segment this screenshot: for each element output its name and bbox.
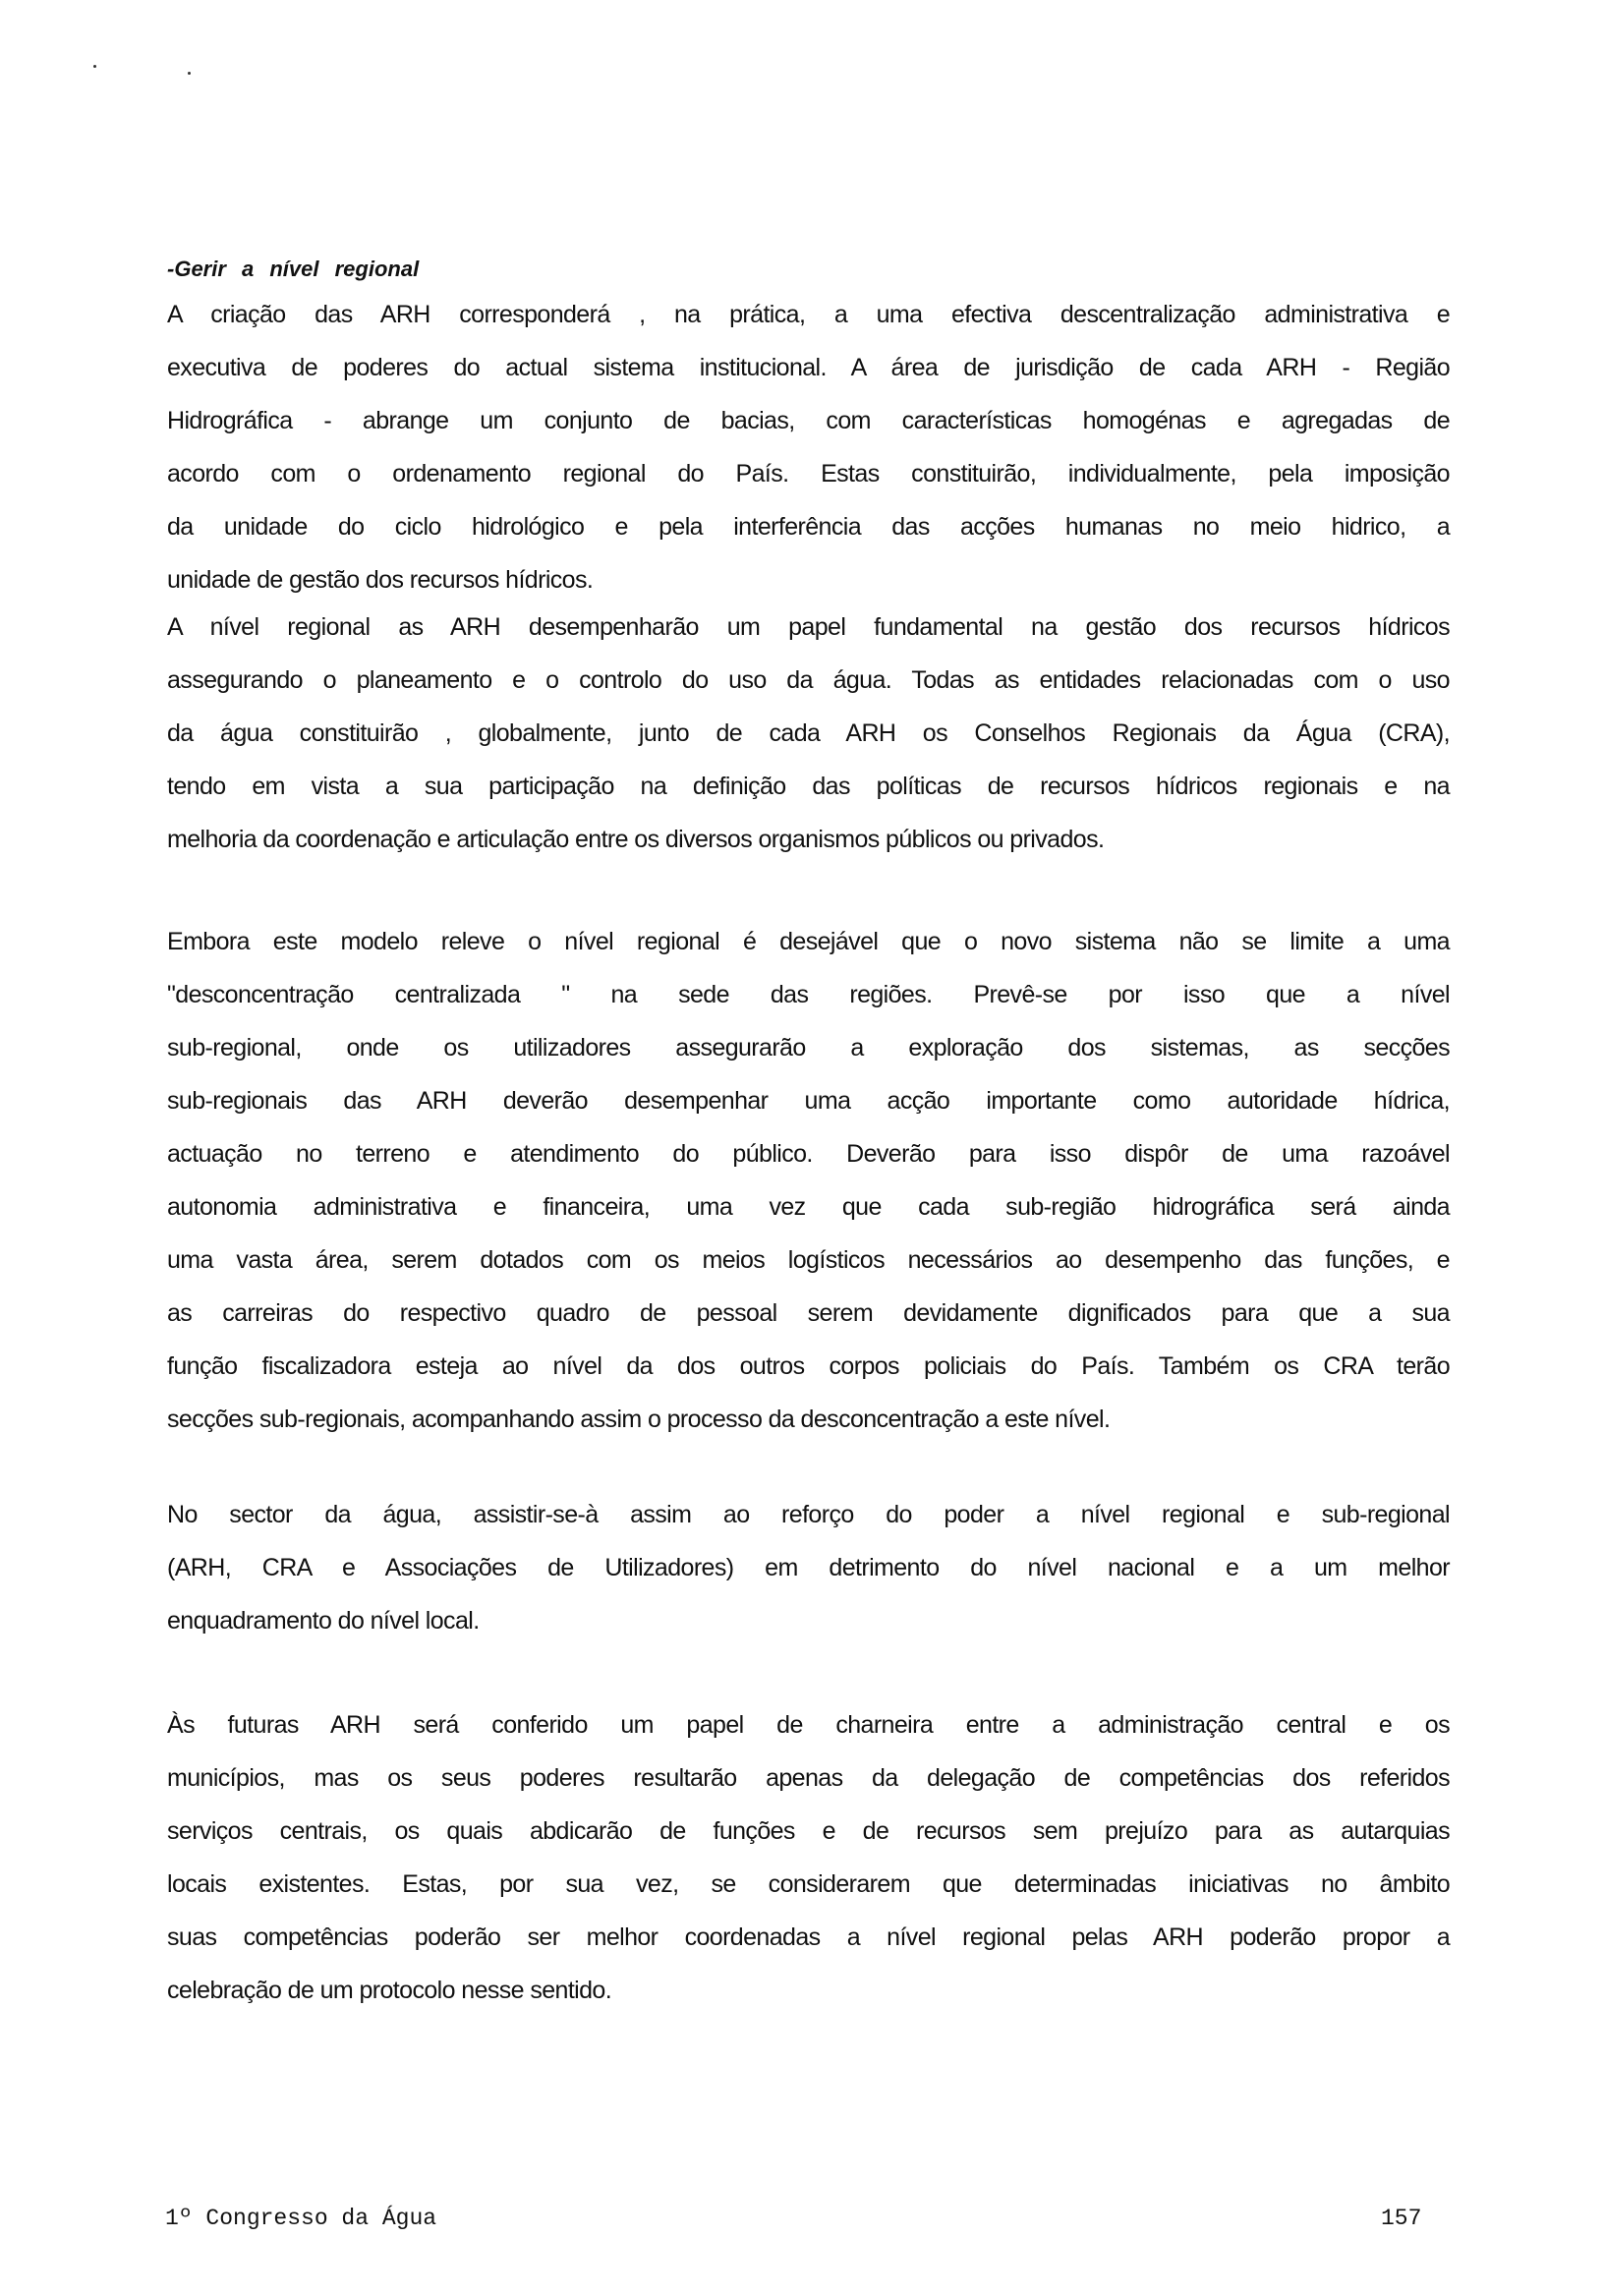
text-line: tendo em vista a sua participação na definição das políticas de recursos hídricos regionais e na bbox=[167, 773, 1450, 800]
text-line: função fiscalizadora esteja ao nível da dos outros corpos policiais do País. Também os CRA terão bbox=[167, 1352, 1450, 1380]
text-line: sub-regionais das ARH deverão desempenhar uma acção importante como autoridade hídrica, bbox=[167, 1087, 1450, 1115]
text-line: da água constituirão , globalmente, junto de cada ARH os Conselhos Regionais da Água (CRA), bbox=[167, 719, 1450, 747]
text-line: serviços centrais, os quais abdicarão de funções e de recursos sem prejuízo para as autarquias bbox=[167, 1817, 1450, 1845]
text-line: municípios, mas os seus poderes resultarão apenas da delegação de competências dos referidos bbox=[167, 1764, 1450, 1792]
footer-publication: 1º Congresso da Água bbox=[165, 2206, 437, 2231]
text-line: assegurando o planeamento e o controlo do uso da água. Todas as entidades relacionadas com o uso bbox=[167, 666, 1450, 694]
text-line: locais existentes. Estas, por sua vez, se considerarem que determinadas iniciativas no âmbito bbox=[167, 1870, 1450, 1898]
text-line: No sector da água, assistir-se-à assim ao reforço do poder a nível regional e sub-regional bbox=[167, 1501, 1450, 1528]
text-line: sub-regional, onde os utilizadores assegurarão a exploração dos sistemas, as secções bbox=[167, 1034, 1450, 1062]
text-line: uma vasta área, serem dotados com os meios logísticos necessários ao desempenho das funções, e bbox=[167, 1246, 1450, 1274]
text-line: A nível regional as ARH desempenharão um papel fundamental na gestão dos recursos hídricos bbox=[167, 613, 1450, 641]
scan-speck bbox=[93, 65, 96, 68]
section-heading: -Gerir a nível regional bbox=[167, 257, 420, 281]
text-line: (ARH, CRA e Associações de Utilizadores) em detrimento do nível nacional e a um melhor bbox=[167, 1554, 1450, 1581]
text-line: celebração de um protocolo nesse sentido. bbox=[167, 1977, 612, 2004]
text-line: unidade de gestão dos recursos hídricos. bbox=[167, 566, 594, 594]
scan-speck bbox=[188, 72, 191, 75]
text-line: suas competências poderão ser melhor coordenadas a nível regional pelas ARH poderão propor a bbox=[167, 1923, 1450, 1951]
text-line: "desconcentração centralizada " na sede das regiões. Prevê-se por isso que a nível bbox=[167, 981, 1450, 1008]
text-line: enquadramento do nível local. bbox=[167, 1607, 480, 1635]
text-line: da unidade do ciclo hidrológico e pela interferência das acções humanas no meio hidrico, a bbox=[167, 513, 1450, 541]
text-line: autonomia administrativa e financeira, uma vez que cada sub-região hidrográfica será ainda bbox=[167, 1193, 1450, 1221]
text-line: Às futuras ARH será conferido um papel de charneira entre a administração central e os bbox=[167, 1711, 1450, 1739]
text-line: actuação no terreno e atendimento do público. Deverão para isso dispôr de uma razoável bbox=[167, 1140, 1450, 1168]
page-number: 157 bbox=[1381, 2206, 1422, 2231]
text-line: as carreiras do respectivo quadro de pessoal serem devidamente dignificados para que a sua bbox=[167, 1299, 1450, 1327]
text-line: melhoria da coordenação e articulação entre os diversos organismos públicos ou privados. bbox=[167, 826, 1105, 853]
text-line: secções sub-regionais, acompanhando assim o processo da desconcentração a este nível. bbox=[167, 1406, 1111, 1433]
text-line: Hidrográfica - abrange um conjunto de bacias, com características homogénas e agregadas de bbox=[167, 407, 1450, 434]
text-line: executiva de poderes do actual sistema institucional. A área de jurisdição de cada ARH - Região bbox=[167, 354, 1450, 381]
text-line: A criação das ARH corresponderá , na prática, a uma efectiva descentralização administrativa e bbox=[167, 301, 1450, 328]
text-line: Embora este modelo releve o nível regional é desejável que o novo sistema não se limite a uma bbox=[167, 928, 1450, 955]
text-line: acordo com o ordenamento regional do País. Estas constituirão, individualmente, pela imposição bbox=[167, 460, 1450, 488]
